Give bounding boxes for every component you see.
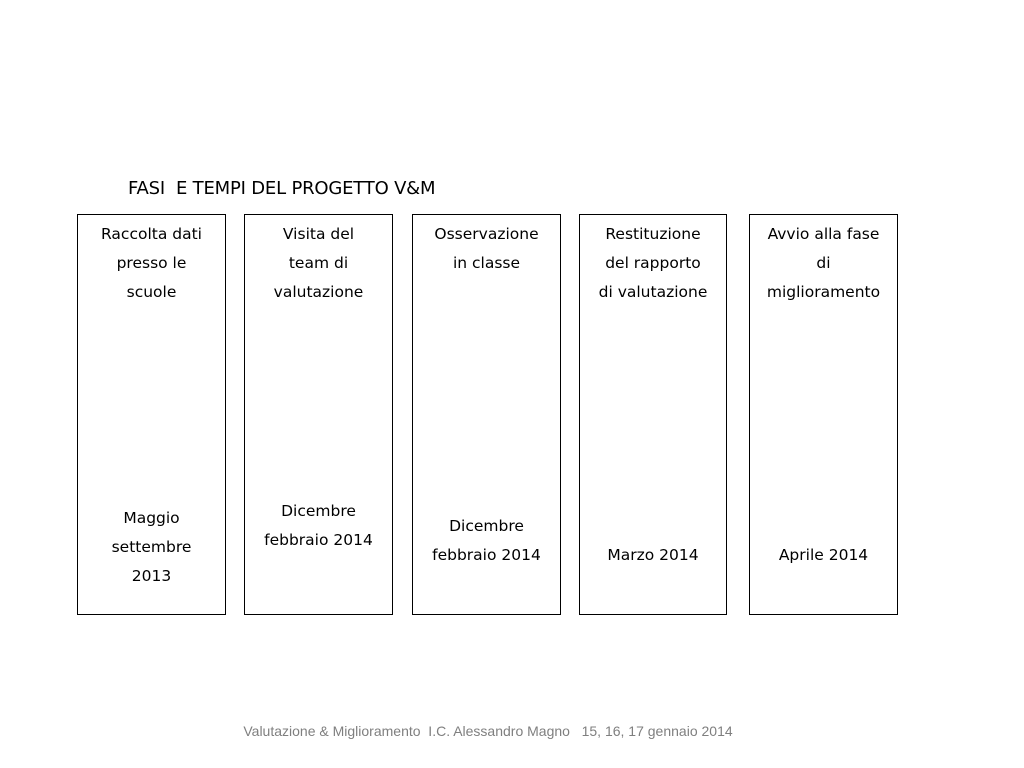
phase-label-line: Visita del [282, 225, 355, 243]
phase-label-line: scuole [126, 283, 177, 301]
slide-title: FASI E TEMPI DEL PROGETTO V&M [128, 178, 436, 199]
phase-label-line: in classe [452, 254, 521, 272]
phase-box-avvio-miglioramento [749, 214, 898, 615]
phase-box-raccolta-dati [77, 214, 226, 615]
phase-label [78, 220, 225, 307]
phase-time-line: Dicembre [449, 516, 524, 535]
phase-label-line: team di [288, 254, 349, 272]
phase-label-line: valutazione [273, 283, 364, 301]
phase-time [78, 501, 225, 594]
phase-time-line: febbraio 2014 [264, 531, 373, 549]
phase-label-line: Raccolta dati [101, 225, 202, 243]
phase-time [580, 541, 726, 569]
phase-time-line: settembre [111, 538, 192, 556]
phase-time [413, 512, 560, 569]
phase-label [413, 220, 560, 278]
phase-label-line: Osservazione [434, 225, 539, 243]
phase-label-line: presso le [116, 254, 187, 272]
phase-box-restituzione [579, 214, 727, 615]
phase-label [580, 220, 726, 307]
phase-time-line: Maggio [123, 509, 180, 527]
phase-time [245, 498, 392, 554]
phase-time [750, 541, 897, 569]
phase-box-visita-team [244, 214, 393, 615]
phase-label-line: Avvio alla fase [767, 225, 880, 243]
phase-time-line: Marzo 2014 [607, 545, 699, 564]
phase-time-line: Dicembre [281, 502, 356, 520]
phase-label-line: Restituzione [605, 225, 701, 243]
phase-time-line: febbraio 2014 [432, 545, 541, 564]
phase-box-osservazione [412, 214, 561, 615]
phase-label-line: del rapporto [605, 254, 701, 272]
phase-label [750, 220, 897, 307]
slide-footer: Valutazione & Miglioramento I.C. Alessandro Magno 15, 16, 17 gennaio 2014 [243, 723, 733, 739]
phase-label-line: di [816, 254, 831, 272]
phase-time-line: Aprile 2014 [778, 545, 869, 564]
phase-time-line: 2013 [131, 567, 172, 585]
phase-label-line: miglioramento [766, 283, 881, 301]
phase-label-line: di valutazione [598, 283, 708, 301]
phase-label [245, 220, 392, 307]
